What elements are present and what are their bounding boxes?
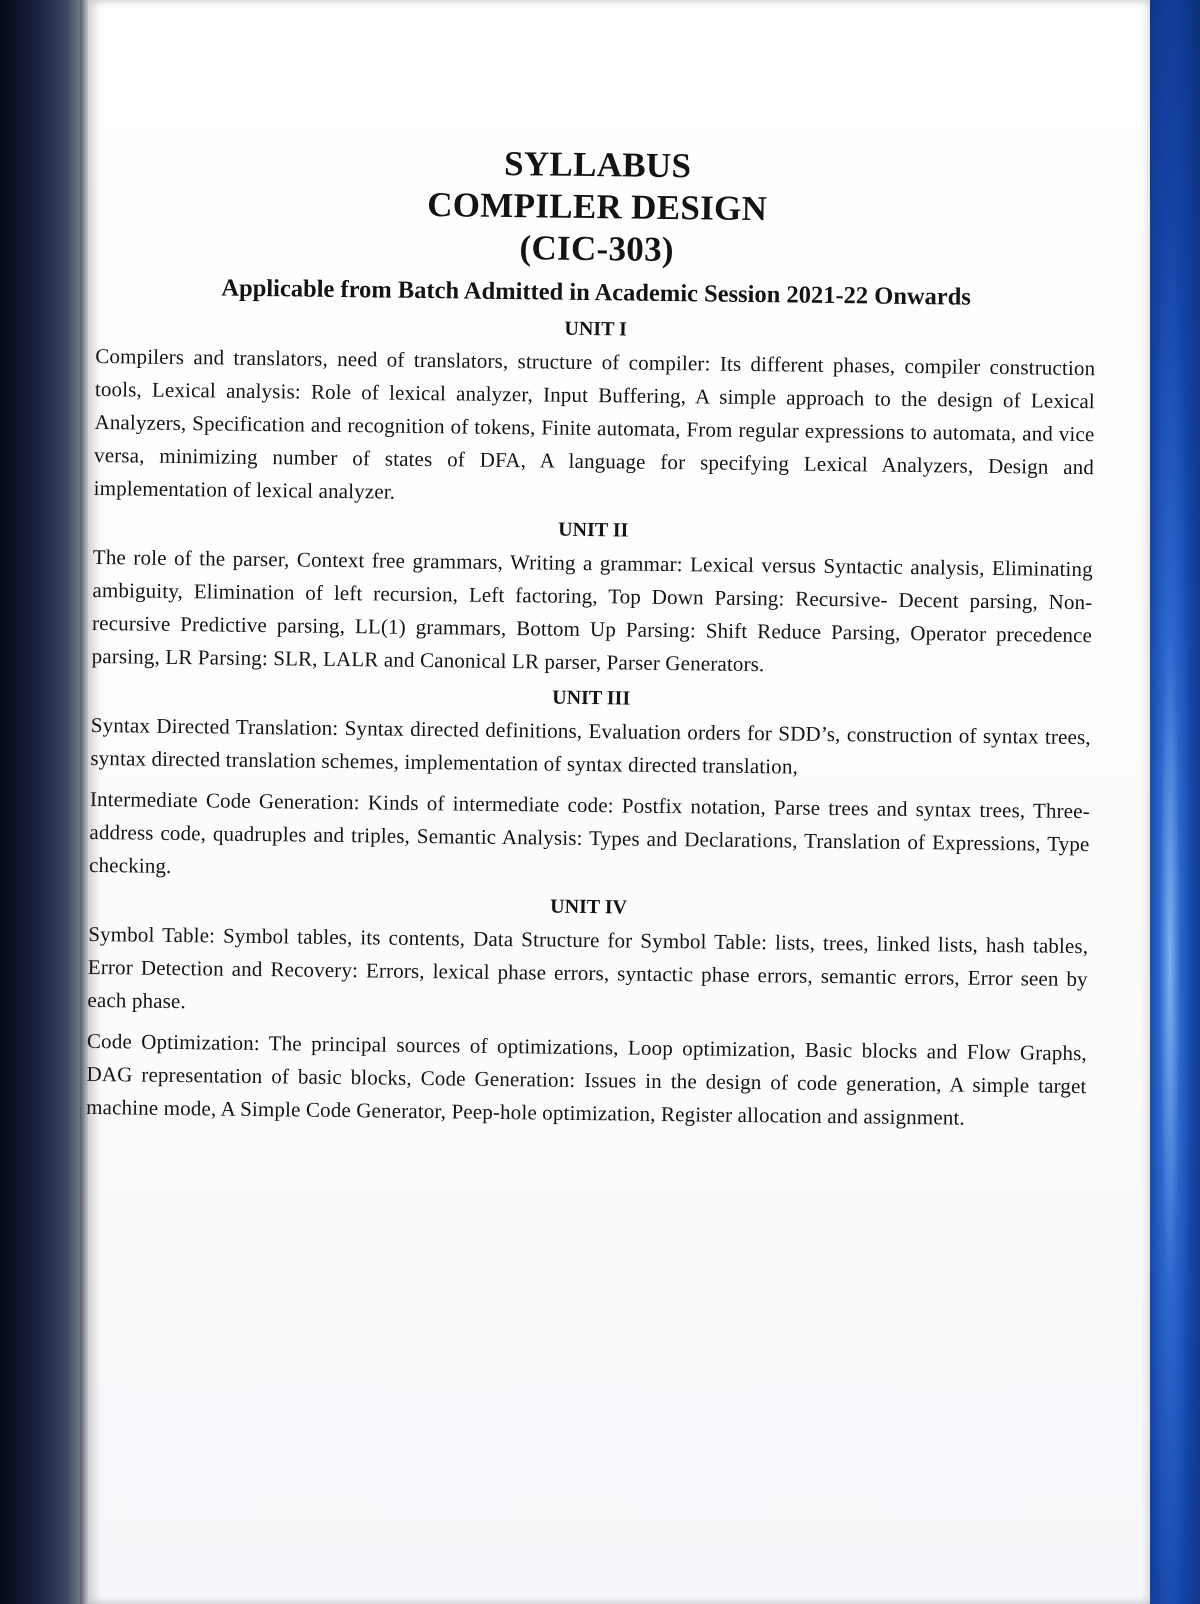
book-spine: [0, 0, 88, 1604]
unit-paragraph: Symbol Table: Symbol tables, its contents, Data Structure for Symbol Table: lists, trees, linked lists, hash tables, Error Detection and Recovery: Errors, lexical phase errors, syntactic phase errors, semantic errors, Error seen by each phase.: [87, 921, 1089, 1014]
page-content: [86, 138, 1098, 1140]
unit-heading: UNIT I: [564, 317, 628, 341]
unit-heading: UNIT III: [552, 686, 631, 710]
book-cover-edge: [1150, 0, 1200, 1604]
course-code: (CIC-303): [519, 228, 675, 270]
unit-paragraph: Code Optimization: The principal sources of optimizations, Loop optimization, Basic blocks and Flow Graphs, DAG representation of basic blocks, Code Generation: Issues in the design of code generation, A simple target machine mode, A Simple Code Generator, Peep-hole optimization, Register allocation and assignment.: [86, 1028, 1088, 1130]
page-edge: [80, 0, 88, 1604]
applicability-note: Applicable from Batch Admitted in Academic Session 2021-22 Onwards: [221, 274, 972, 311]
syllabus-page: [88, 0, 1150, 1604]
unit-paragraph: The role of the parser, Context free grammars, Writing a grammar: Lexical versus Syntactic analysis, Eliminating ambiguity, Elimination of left recursion, Left factoring, Top Down Parsing: Recursive- Decent parsing, Non-recursive Predictive parsing, LL(1) grammars, Bottom Up Parsing: Shift Reduce Parsing, Operator precedence parsing, LR Parsing: SLR, LALR and Canonical LR parser, Parser Generators.: [91, 544, 1093, 677]
unit-paragraph: Compilers and translators, need of translators, structure of compiler: Its different phases, compiler construction tools, Lexical analysis: Role of lexical analyzer, Input Buffering, A simple approach to the design of Lexical Analyzers, Specification and recognition of tokens, Finite automata, From regular expressions to automata, and vice versa, minimizing number of states of DFA, A language for specifying Lexical Analyzers, Design and implementation of lexical analyzer.: [93, 343, 1096, 504]
unit-section-4: [86, 888, 1089, 1136]
course-title: COMPILER DESIGN: [426, 185, 768, 229]
unit-paragraph: Intermediate Code Generation: Kinds of intermediate code: Postfix notation, Parse trees and syntax trees, Three-address code, quadruples and triples, Semantic Analysis: Types and Declarations, Translation of Expressions, Type checking.: [88, 786, 1090, 878]
unit-heading: UNIT IV: [550, 895, 628, 919]
page-title: SYLLABUS: [503, 143, 692, 186]
unit-section-1: [94, 310, 1096, 517]
unit-section-2: [91, 511, 1093, 685]
unit-heading: UNIT II: [558, 518, 629, 542]
unit-paragraph: Syntax Directed Translation: Syntax directed definitions, Evaluation orders for SDD’s, construction of syntax trees, syntax directed translation schemes, implementation of syntax directed translation,: [90, 712, 1091, 779]
unit-section-3: [89, 679, 1091, 894]
